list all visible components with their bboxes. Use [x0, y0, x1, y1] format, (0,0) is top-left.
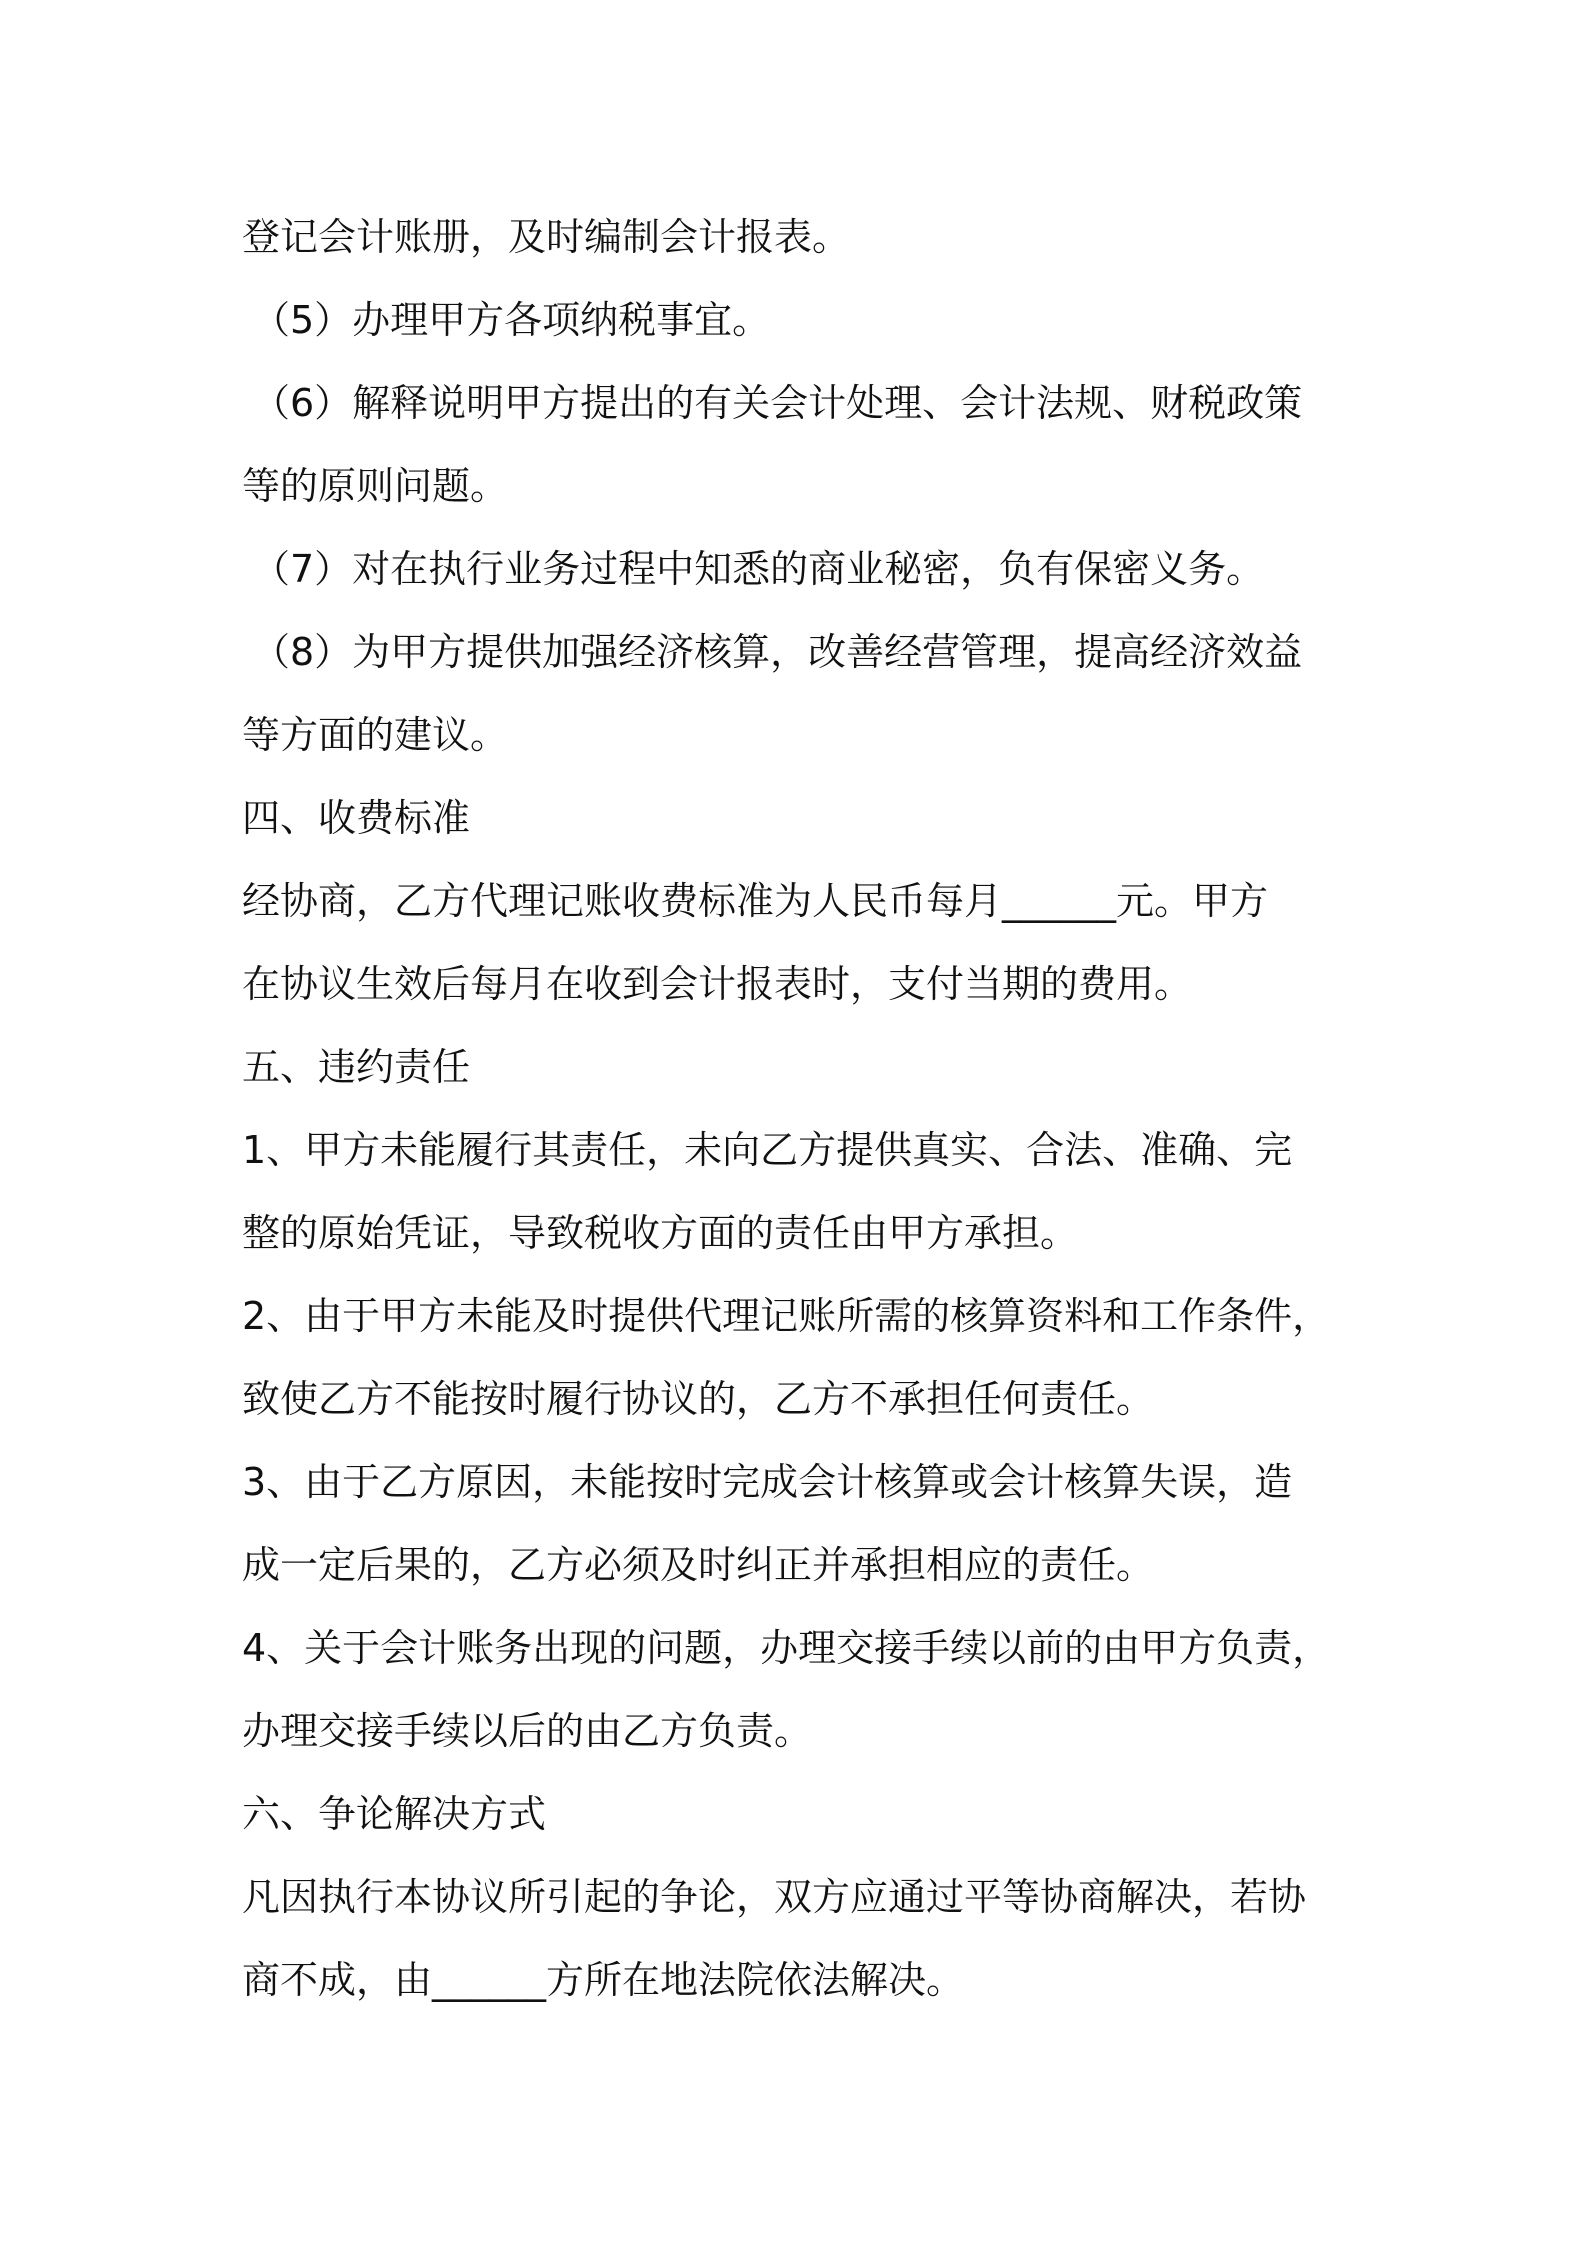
text-line-18: 4、关于会计账务出现的问题，办理交接手续以前的由甲方负责，	[242, 1626, 1331, 1670]
text-line-8: 四、收费标准	[242, 796, 471, 840]
text-line-16: 3、由于乙方原因，未能按时完成会计核算或会计核算失误，造	[242, 1460, 1293, 1504]
text-line-5: （7）对在执行业务过程中知悉的商业秘密，负有保密义务。	[252, 547, 1265, 591]
text-line-9: 经协商，乙方代理记账收费标准为人民币每月______元。甲方	[242, 879, 1269, 923]
text-line-4: 等的原则问题。	[242, 464, 509, 508]
text-line-10: 在协议生效后每月在收到会计报表时，支付当期的费用。	[242, 962, 1193, 1006]
text-line-12: 1、甲方未能履行其责任，未向乙方提供真实、合法、准确、完	[242, 1128, 1293, 1172]
text-line-22: 商不成，由______方所在地法院依法解决。	[242, 1958, 965, 2002]
text-line-1: 登记会计账册，及时编制会计报表。	[242, 215, 851, 259]
document-body	[242, 196, 1372, 2022]
text-line-11: 五、违约责任	[242, 1045, 471, 1089]
text-line-17: 成一定后果的，乙方必须及时纠正并承担相应的责任。	[242, 1543, 1155, 1587]
text-line-3: （6）解释说明甲方提出的有关会计处理、会计法规、财税政策	[252, 381, 1303, 425]
text-line-14: 2、由于甲方未能及时提供代理记账所需的核算资料和工作条件，	[242, 1294, 1331, 1338]
text-line-2: （5）办理甲方各项纳税事宜。	[252, 298, 771, 342]
text-line-13: 整的原始凭证，导致税收方面的责任由甲方承担。	[242, 1211, 1079, 1255]
text-line-15: 致使乙方不能按时履行协议的，乙方不承担任何责任。	[242, 1377, 1155, 1421]
text-line-7: 等方面的建议。	[242, 713, 509, 757]
text-line-20: 六、争论解决方式	[242, 1792, 547, 1836]
text-line-21: 凡因执行本协议所引起的争论，双方应通过平等协商解决，若协	[242, 1875, 1307, 1919]
text-line-6: （8）为甲方提供加强经济核算，改善经营管理，提高经济效益	[252, 630, 1303, 674]
text-line-19: 办理交接手续以后的由乙方负责。	[242, 1709, 813, 1753]
